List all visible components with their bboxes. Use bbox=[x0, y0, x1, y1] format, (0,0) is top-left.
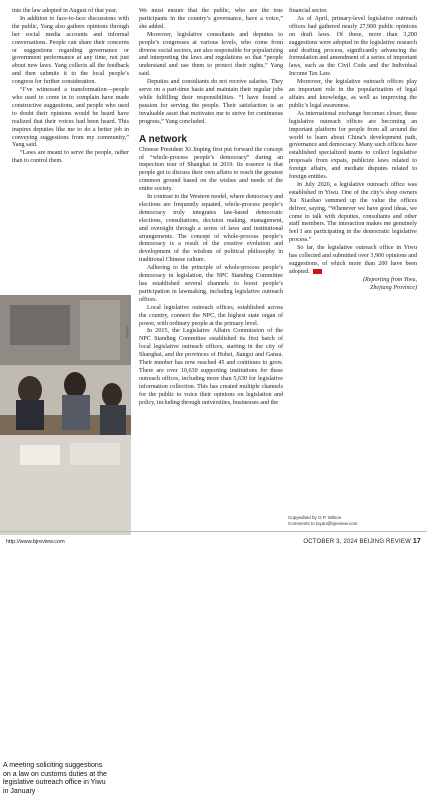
page-number: 17 bbox=[412, 538, 421, 545]
photo-caption: A meeting soliciting suggestions on a law on customs duties at the legislative outreach office in Yiwu in January bbox=[3, 762, 107, 795]
paragraph: In addition to face-to-face discussions with the public, Yang also gathers opinions through her social media accounts and informal conversations. People can share their concerns or suggestions regarding governance or government performance at any time, not just about new laws. Yang collects all the feedback and then submits it to the local people’s congress for further consideration. bbox=[12, 15, 129, 86]
reporting-credit-line: (Reporting from Yiwu, bbox=[363, 276, 417, 283]
paragraph: “I’ve witnessed a transformation—people who used to come in to complain have made constructive suggestions, and people who used to doubt their opinions would be heard have realized that their voices had been heard. This inspires deputies like me to do a better job in conveying suggestions from my community,” Yang said. bbox=[12, 87, 129, 149]
paragraph: We must ensure that the public, who are the true participants in the country’s governance, have a voice,” she added. bbox=[139, 8, 283, 30]
paragraph: Deputies and consultants do not receive salaries. They serve on a part-time basis and maintain their regular jobs while fulfilling their responsibilities. “I have found a passion for serving the people. Their satisfaction is an invaluable asset that motivates me to strive for continuous progress,” Yang concluded. bbox=[139, 79, 283, 125]
footer-divider bbox=[0, 531, 427, 532]
paragraph: “Laws are meant to serve the people, rather than to control them. bbox=[12, 150, 129, 165]
paragraph: In contrast to the Western model, where democracy and elections are frequently equated, whole-process people’s democracy truly integrates law-based democratic elections, consultations, decision making, management, and oversight through a series of laws and institutional arrangements. The concept of whole-process people’s democracy is a result of the creative evolution and development of the wisdom of political philosophy in traditional Chinese culture. bbox=[139, 194, 283, 264]
copyedit-note bbox=[288, 515, 357, 527]
end-mark-icon bbox=[313, 269, 322, 274]
paragraph: As of April, primary-level legislative outreach offices had gathered nearly 27,900 public opinions on draft laws. Of these, more than 3,200 suggestions were adopted in the legislative research and drafting process, significantly advancing the formulation and amendment of a series of important laws, such as the Civil Code and the Individual Income Tax Law. bbox=[289, 15, 417, 78]
article-column-2 bbox=[139, 8, 283, 408]
paragraph: Adhering to the principle of whole-process people’s democracy in legislation, the NPC Standing Committee has established several channels to boost people’s participation in lawmaking, including legislative outreach offices. bbox=[139, 265, 283, 303]
meeting-photo-image bbox=[0, 295, 131, 535]
copyedit-line: Copyedited by G.P. Wilson bbox=[288, 515, 342, 520]
paragraph: financial sector. bbox=[289, 8, 328, 14]
footer-date-publication: OCTOBER 3, 2024 BEIJING REVIEW bbox=[303, 539, 411, 545]
paragraph: Moreover, the legislative outreach offices play an important role in the popularization of legal affairs and knowledge, as well as improving the public’s legal awareness. bbox=[289, 79, 417, 109]
footer-url[interactable]: http://www.bjreview.com bbox=[6, 539, 65, 545]
article-column-3 bbox=[289, 8, 417, 293]
paragraph: So far, the legislative outreach office in Yiwu has collected and submitted over 3,900 opinions and suggestions, of which more than 200 have been adopted. bbox=[289, 245, 417, 275]
article-column-1 bbox=[12, 8, 129, 166]
paragraph: into the law adopted in August of that year. bbox=[12, 8, 118, 14]
paragraph: In July 2020, a legislative outreach office was established in Yiwu. One of the city’s shop owners Xu Xiaobao summed up the value the offices deliver, saying, “Whenever we have good ideas, we come to talk with deputies, consultants and other staff members. The interaction makes me genuinely feel I am participating in the democratic legislative process.” bbox=[289, 181, 417, 244]
paragraph: In 2015, the Legislative Affairs Commission of the NPC Standing Committee established its first batch of local legislative outreach offices, starting in the city of Shanghai, and the provinces of Hubei, Jiangxi and Gansu. Their number has now reached 45 and continues to grow. There are over 10,630 supporting institutions for these outreach offices, including more than 5,630 for legislative information collection. This has created multiple channels for the public to voice their opinions on legislation and policy, including through universities, businesses and the bbox=[139, 328, 283, 406]
paragraph: Local legislative outreach offices, established across the country, connect the NPC, the highest state organ of power, with ordinary people at the primary level. bbox=[139, 304, 283, 327]
comments-line: Comments to luyan@bjreview.com bbox=[288, 521, 358, 526]
photo-credit: XINHUA bbox=[125, 325, 129, 339]
footer-publication-info bbox=[303, 538, 421, 545]
reporting-credit-line: Zhejiang Province) bbox=[370, 284, 417, 291]
paragraph: Chinese President Xi Jinping first put forward the concept of “whole-process people’s democracy” during an inspection tour of Shanghai in 2019. Its essence is that people get to discuss their own affairs to reach the greatest common ground based on the wishes and needs of the entire society. bbox=[139, 146, 283, 193]
paragraph: Moreover, legislative consultants and deputies to people’s congresses at various levels, who come from diverse social sectors, are also responsible for popularizing and interpreting the laws and regulations so that “people understand and use them to protect their rights,” Yang said. bbox=[139, 31, 283, 78]
paragraph: As international exchange becomes closer, these legislative outreach offices are becoming an important platform for people from all around the world to learn about China’s development path, governance and democracy. Many such offices have established specialized teams to collect legislative proposals from expats, publicize laws related to foreign affairs, and mediate disputes related to foreign entities. bbox=[289, 110, 417, 181]
section-heading: A network bbox=[139, 133, 187, 145]
